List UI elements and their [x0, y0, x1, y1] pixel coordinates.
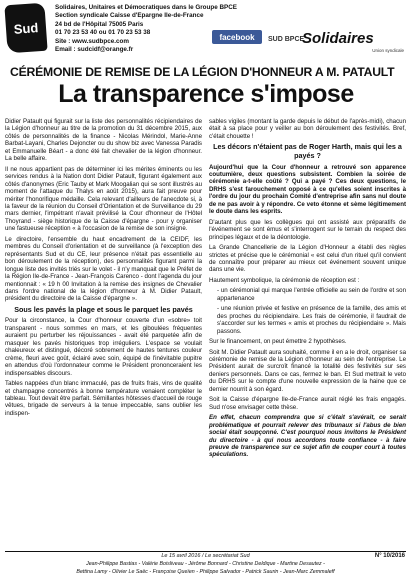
left-column — [5, 118, 202, 420]
conclusion-paragraph: En effet, chacun comprendra que si c'était s'avérait, ce serait problématique et pourrait relever des tribunaux si l'abus de bien social était soupçonné. C'est pourquoi nous invitons le Président du directoire - à qui nous accordons toute confiance - à faire preuve de transparence sur ce sujet afin de couper court à toutes spéculations. — [209, 414, 406, 459]
solidaires-subtitle: Union syndicale — [372, 48, 404, 53]
list-item: - un cérémonial qui marque l'entrée officielle au sein de l'ordre et son appartenance — [217, 287, 406, 302]
body-paragraph: Le directoire, l'ensemble du haut encadrement de la CEIDF, les membres du Conseil d'orientation et de surveillance (à l'exception des représentants Sud et du CE, leur présence n'était pas essentielle au bon déroulement de la réception), des personnalités figurant parmi la longue liste des invités triés sur le volet - il n'y manquait que le Préfet de la Région Ile-de-France - Jean-François Carenco - dont l'agenda du jour mentionnait : « 19 h 00 Invitation à la remise des insignes de Chevalier dans l'ordre national de la légion d'honneur à M. Didier Patault, président du directoire de la Caisse d'épargne ». — [5, 235, 202, 303]
org-line-website[interactable]: Site : www.sudbpce.com — [55, 37, 129, 45]
masthead — [0, 0, 411, 60]
footer-names-2: Bettina Lamy - Olivier Le Saëc - Françoise Queïen - Philippe Salvador - Patrick Saurin - Jean-Marc Zemmaleff — [76, 569, 335, 575]
issue-number: N° 10/2016 — [374, 553, 405, 559]
body-paragraph: Soit la Caisse d'épargne Ile-de-France aurait réglé les frais engagés. Sud n'ose envisager cette thèse. — [209, 396, 406, 411]
footer-names-1: Jean-Philippe Bastias - Valérie Boisliveau - Jérôme Bonnard - Christine Deldique - Martine Desautez - — [86, 561, 325, 567]
footer-date: Le 15 avril 2016 / Le secrétariat Sud — [161, 553, 250, 559]
emphasis-paragraph: Aujourd'hui que la Cour d'honneur a retrouvé son apparence coutumière, deux questions subsistent. Combien la soirée de cérémonie a-t-elle coûté ? Qui a payé ? Ces deux questions, le DRHS s'est farouchement opposé à ce qu'elles soient inscrites à l'ordre du jour du prochain Comité d'entreprise afin sans nul doute de ne pas avoir à y répondre. Ce veto étonne et sème légitimement le doute dans les esprits. — [209, 163, 406, 216]
article-headline: CÉRÉMONIE DE REMISE DE LA LÉGION D'HONNEUR A M. PATAULT — [10, 65, 395, 79]
list-item: - une réunion privée et festive en présence de la famille, des amis et des proches du récipiendaire. Les frais de cérémonie, il faudrait de s'accorder sur les termes « amis et proches du récipiendaire ». Mais passons. — [217, 305, 406, 335]
article-title: La transparence s'impose — [58, 80, 354, 108]
body-paragraph: Il ne nous appartient pas de déterminer ici les mérites éminents ou les services rendus à la Nation dont Didier Patault, figurant également aux côtés d'anonymes (Eric Tauby et Mark Moogalian qui se sont illustrés au moment de l'attaque du Thalys en août 2015), aura fait preuve pour mériter l'honorifique médaille. Cela relevant d'ailleurs de l'anecdote si, à la faveur de la réunion du Conseil d'Orientation et de Surveillance du 29 mars dernier, l'impétrant n'avait prévilisé la Cour d'honneur de l'Hôtel Thoyrand - siège historique de la Caisse d'épargne - pour y organiser une fastueuse réception « à l'occasion de la remise de son insigne. — [5, 165, 202, 233]
body-paragraph: D'autant plus que les collègues qui ont assisté aux préparatifs de l'événement se sont émus et s'interrogent sur le terrain du respect des principes légaux et de la déontologie. — [209, 218, 406, 241]
body-paragraph: Pour la circonstance, la Cour d'honneur couverte d'un «sobre» toit transparent - nous sommes en mars, et les giboulées fréquentes auraient pu perturber les réjouissances - avait été parquetée afin de masquer les pavés historiques trop irréguliers. L'espace se voulait chaleureux et distingué, décoré sobrement de hautes tentures couleur crème, fleuri avec goût, éclairé avec soin, équipé de l'inévitable pupitre en attendus d'où l'ordonnateur comme le Président prononceraient les indispensables discours. — [5, 317, 202, 377]
org-line-address: 24 bd de l'Hôpital 75005 Paris — [55, 20, 144, 28]
right-column — [209, 118, 406, 462]
body-paragraph: Tables nappées d'un blanc immaculé, pas de fruits frais, vins de qualité et champagne concentrés à bonne température venaient compléter le tableau. Tout devait être parfait. Sémillantes hôtesses d'accueil de rouge vêtues, brigade de serveurs à la tenue impeccable, sans oublier les indispen- — [5, 380, 202, 417]
footer-divider — [5, 551, 406, 552]
facebook-badge[interactable]: facebook — [212, 30, 262, 44]
solidaires-logo — [302, 30, 406, 52]
body-paragraph: sables vigiles (montant la garde depuis le début de l'après-midi), chacun était à sa place pour y veiller au bon déroulement des festivités. Bref, c'était chouette ! — [209, 118, 406, 140]
org-line-section: Section syndicale Caisse d'Epargne Ile-de-France — [55, 12, 204, 20]
body-paragraph: Sur le financement, on peut émettre 2 hypothèses. — [209, 338, 347, 346]
body-paragraph: Soit M. Didier Patault aura souhaité, comme il en a le droit, organiser sa cérémonie de remise de la Légion d'honneur au sein de l'entreprise. Le Président aurait de surcroît financé la totalité des festivités sur ses deniers personnels. Dans ce cas, fermez le ban. Et Sud mettrait le veto du DRHS sur le compte d'une nouvelle expression de la haine que ce dernier nourrit à son égard. — [209, 348, 406, 393]
section-subheading: Sous les pavés la plage et sous le parquet les pavés — [14, 304, 193, 314]
org-line-name: Solidaires, Unitaires et Démocratiques dans le Groupe BPCE — [55, 4, 237, 11]
section-subheading: Les décors n'étaient pas de Roger Harth, mais qui les a payés ? — [213, 142, 402, 160]
solidaires-wordmark: Solidaires — [302, 30, 374, 47]
org-line-phone: 01 70 23 53 40 ou 01 70 23 53 38 — [55, 29, 151, 37]
body-paragraph: La Grande Chancellerie de la Légion d'Honneur a établi des règles strictes et précise que le cérémonial « est celui d'un rituel qu'il convient de connaître pour préparer au mieux cet événement souvent unique dans une vie. — [209, 244, 406, 274]
sud-logo: Sud — [4, 3, 47, 54]
org-line-email[interactable]: Email : sudcidf@orange.fr — [55, 46, 134, 54]
sud-bpce-label: SUD BPCE — [268, 36, 305, 43]
body-paragraph: Hautement symbolique, la cérémonie de réception est : — [209, 276, 360, 284]
body-paragraph: Didier Patault qui figurait sur la liste des personnalités récipiendaires de la Légion d'honneur au titre de la promotion du 31 décembre 2015, aux côtés de personnalités de la finance - Nicolas Mérindol, Marie-Anne Barbat-Layani, Charles Dejoncter ou du show biz avec Vanessa Paradis et Emmanuelle Béart - a donc été fait chevalier de la légion d'honneur. La belle affaire. — [5, 118, 202, 163]
